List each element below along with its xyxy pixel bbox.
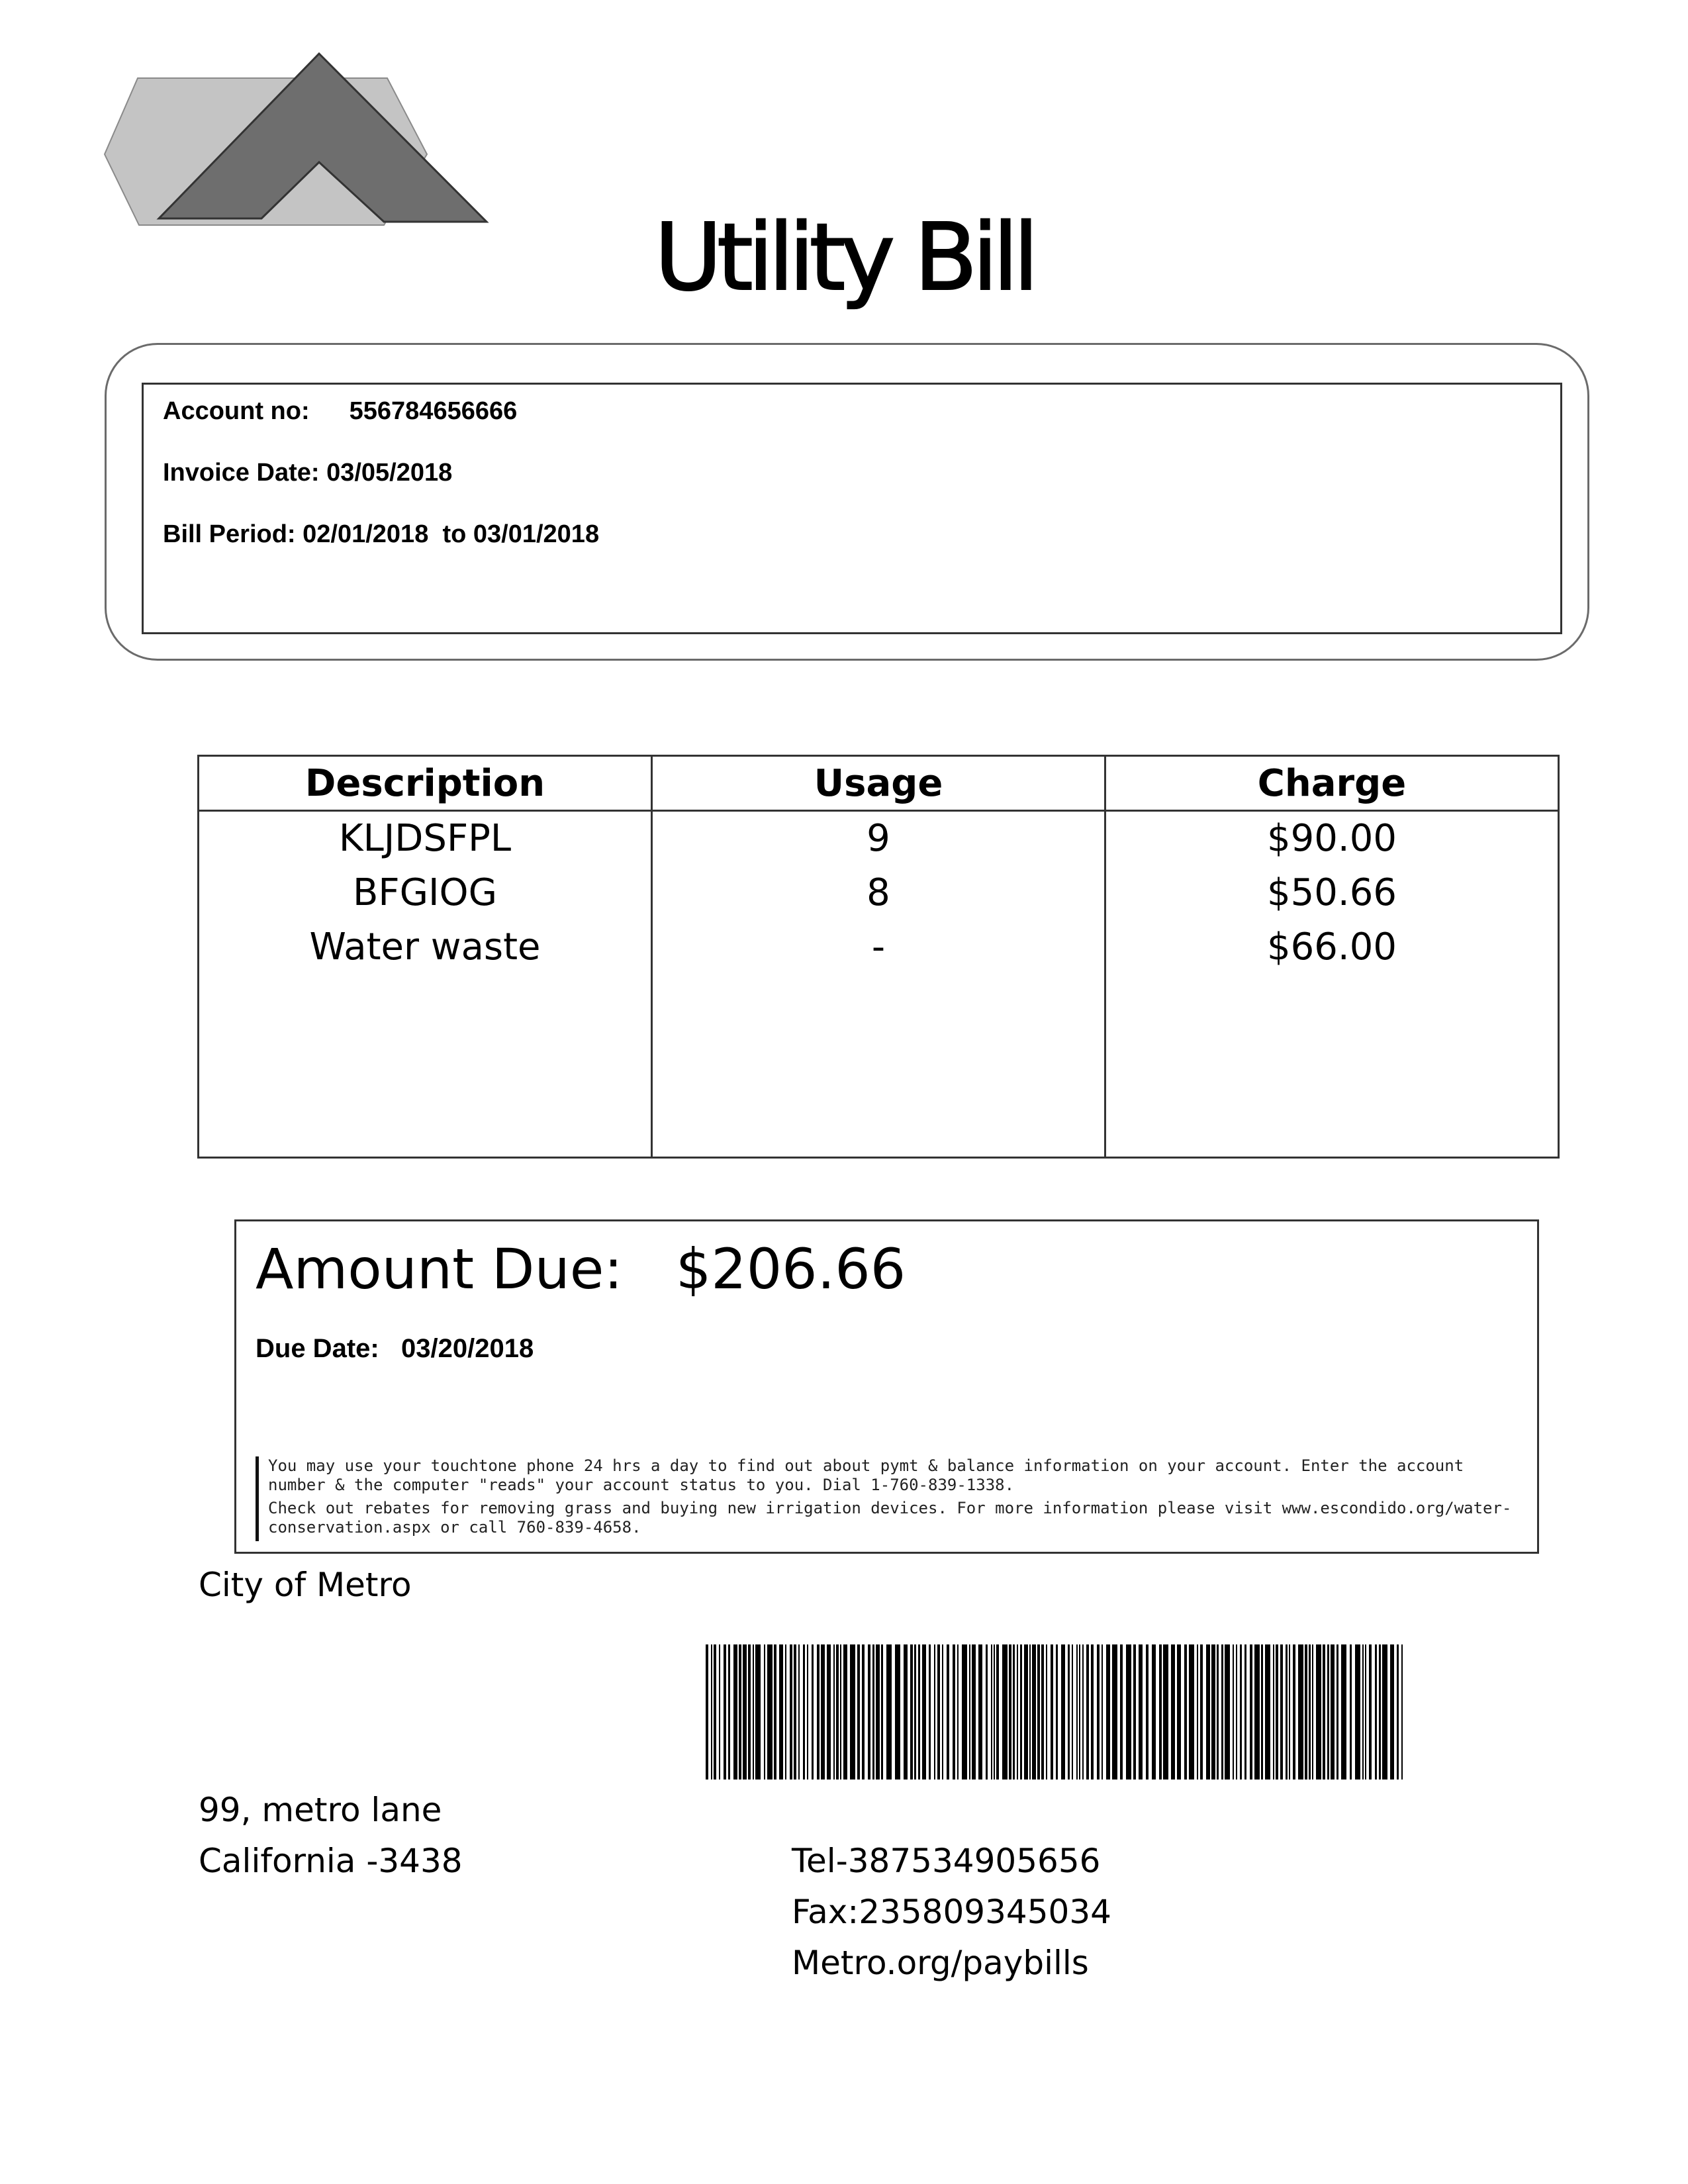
description-cell: Water waste bbox=[199, 920, 652, 974]
description-cell: BFGIOG bbox=[199, 866, 652, 920]
barcode-bar bbox=[1379, 1644, 1381, 1780]
filler-cell bbox=[652, 974, 1105, 1158]
page-title: Utility Bill bbox=[654, 204, 1034, 312]
barcode-bar bbox=[843, 1644, 847, 1780]
barcode-bar bbox=[1369, 1644, 1372, 1780]
barcode-bar bbox=[862, 1644, 865, 1780]
barcode-bar bbox=[753, 1644, 754, 1780]
barcode-bar bbox=[1184, 1644, 1187, 1780]
barcode-bar bbox=[807, 1644, 808, 1780]
account-number-line bbox=[163, 397, 517, 426]
filler-cell bbox=[1105, 974, 1559, 1158]
table-row bbox=[199, 866, 1559, 920]
barcode-bar bbox=[1273, 1644, 1274, 1780]
barcode-bar bbox=[904, 1644, 908, 1780]
barcode-bar bbox=[850, 1644, 855, 1780]
barcode-bar bbox=[1024, 1644, 1028, 1780]
barcode-bar bbox=[1286, 1644, 1288, 1780]
barcode-bar bbox=[1072, 1644, 1073, 1780]
barcode-bar bbox=[827, 1644, 831, 1780]
barcode-bar bbox=[1046, 1644, 1047, 1780]
barcode-bar bbox=[1309, 1644, 1311, 1780]
address-line-1: 99, metro lane bbox=[199, 1791, 442, 1829]
barcode-bar bbox=[840, 1644, 841, 1780]
table-header-row bbox=[199, 756, 1559, 811]
barcode-bar bbox=[895, 1644, 900, 1780]
barcode-bar bbox=[1009, 1644, 1011, 1780]
barcode-bar bbox=[1211, 1644, 1215, 1780]
barcode-bar bbox=[1390, 1644, 1394, 1780]
usage-cell: 8 bbox=[652, 866, 1105, 920]
barcode-bar bbox=[1037, 1644, 1040, 1780]
table-filler-row bbox=[199, 974, 1559, 1158]
barcode-bar bbox=[1163, 1644, 1168, 1780]
barcode-bar bbox=[1189, 1644, 1194, 1780]
barcode-bar bbox=[719, 1644, 720, 1780]
barcode-bar bbox=[1397, 1644, 1399, 1780]
barcode-bar bbox=[794, 1644, 796, 1780]
barcode-bar bbox=[929, 1644, 931, 1780]
barcode-bar bbox=[969, 1644, 970, 1780]
amount-due-value: $206.66 bbox=[675, 1237, 906, 1302]
barcode-bar bbox=[1293, 1644, 1295, 1780]
barcode-bar bbox=[1240, 1644, 1242, 1780]
barcode-bar bbox=[833, 1644, 835, 1780]
barcode-bar bbox=[910, 1644, 913, 1780]
city-name: City of Metro bbox=[199, 1566, 412, 1604]
barcode-bar bbox=[1106, 1644, 1110, 1780]
barcode-bar bbox=[1375, 1644, 1377, 1780]
barcode-bar bbox=[1126, 1644, 1131, 1780]
filler-cell bbox=[199, 974, 652, 1158]
barcode-bar bbox=[711, 1644, 712, 1780]
barcode-bar bbox=[1079, 1644, 1080, 1780]
invoice-date-label: Invoice Date: bbox=[163, 459, 320, 487]
barcode-bar bbox=[1146, 1644, 1149, 1780]
barcode-bar bbox=[790, 1644, 792, 1780]
barcode-bar bbox=[1020, 1644, 1022, 1780]
website-link[interactable]: Metro.org/paybills bbox=[792, 1944, 1089, 1982]
barcode-bar bbox=[733, 1644, 737, 1780]
address-line-2: California -3438 bbox=[199, 1842, 463, 1880]
barcode-bar bbox=[1350, 1644, 1352, 1780]
barcode-bar bbox=[1159, 1644, 1162, 1780]
usage-cell: - bbox=[652, 920, 1105, 974]
barcode-bar bbox=[994, 1644, 995, 1780]
barcode-bar bbox=[937, 1644, 940, 1780]
barcode-bar bbox=[748, 1644, 751, 1780]
barcode-bar bbox=[1401, 1644, 1403, 1780]
barcode-bar bbox=[857, 1644, 860, 1780]
amount-due-label: Amount Due: bbox=[256, 1237, 623, 1302]
column-header-charge: Charge bbox=[1105, 756, 1559, 811]
barcode-bar bbox=[1280, 1644, 1283, 1780]
barcode-bar bbox=[1305, 1644, 1307, 1780]
barcode-bar bbox=[785, 1644, 786, 1780]
bill-period-line bbox=[163, 520, 599, 549]
barcode-bar bbox=[962, 1644, 967, 1780]
barcode-bar bbox=[803, 1644, 805, 1780]
barcode-bar bbox=[743, 1644, 747, 1780]
barcode-bar bbox=[872, 1644, 874, 1780]
barcode-bar bbox=[868, 1644, 870, 1780]
barcode-bar bbox=[836, 1644, 839, 1780]
description-cell: KLJDSFPL bbox=[199, 811, 652, 867]
due-date-label: Due Date: bbox=[256, 1334, 379, 1363]
barcode-bar bbox=[1017, 1644, 1018, 1780]
barcode-bar bbox=[1225, 1644, 1230, 1780]
barcode-bar bbox=[1097, 1644, 1100, 1780]
barcode-bar bbox=[1331, 1644, 1335, 1780]
charge-cell: $90.00 bbox=[1105, 811, 1559, 867]
table-row bbox=[199, 920, 1559, 974]
barcode-bar bbox=[1139, 1644, 1143, 1780]
barcode-bar bbox=[1261, 1644, 1263, 1780]
barcode-bar bbox=[764, 1644, 765, 1780]
barcode-bar bbox=[1298, 1644, 1303, 1780]
barcode-bar bbox=[812, 1644, 814, 1780]
barcode-bar bbox=[1341, 1644, 1346, 1780]
barcode-bar bbox=[1327, 1644, 1329, 1780]
barcode-bar bbox=[798, 1644, 800, 1780]
barcode-bar bbox=[934, 1644, 935, 1780]
barcode-bar bbox=[881, 1644, 883, 1780]
barcode-bar bbox=[1236, 1644, 1237, 1780]
column-header-description: Description bbox=[199, 756, 652, 811]
barcode-bar bbox=[957, 1644, 959, 1780]
barcode-bar bbox=[942, 1644, 943, 1780]
barcode-bar bbox=[1276, 1644, 1278, 1780]
bill-period-separator: to bbox=[442, 520, 467, 548]
barcode-bar bbox=[1076, 1644, 1078, 1780]
barcode-bar bbox=[1082, 1644, 1084, 1780]
barcode-bar bbox=[1362, 1644, 1364, 1780]
barcode-bar bbox=[1250, 1644, 1252, 1780]
invoice-date-line bbox=[163, 459, 452, 487]
barcode-bar bbox=[1365, 1644, 1366, 1780]
house-roof-logo-icon bbox=[99, 50, 496, 235]
barcode-bar bbox=[914, 1644, 916, 1780]
invoice-date-value: 03/05/2018 bbox=[326, 459, 453, 487]
barcode-bar bbox=[1336, 1644, 1338, 1780]
barcode-bar bbox=[886, 1644, 892, 1780]
barcode-bar bbox=[1112, 1644, 1117, 1780]
barcode-bar bbox=[821, 1644, 825, 1780]
barcode-bar bbox=[724, 1644, 726, 1780]
barcode-bar bbox=[1355, 1644, 1360, 1780]
payment-notice bbox=[256, 1456, 1526, 1541]
fax: Fax:235809345034 bbox=[792, 1893, 1111, 1931]
due-date bbox=[256, 1334, 534, 1364]
barcode-bar bbox=[1265, 1644, 1270, 1780]
barcode-bar bbox=[876, 1644, 880, 1780]
table-row bbox=[199, 811, 1559, 867]
barcode-bar bbox=[706, 1644, 708, 1780]
barcode-bar bbox=[1244, 1644, 1246, 1780]
bill-period-label: Bill Period: bbox=[163, 520, 296, 548]
usage-cell: 9 bbox=[652, 811, 1105, 867]
barcode-bar bbox=[1013, 1644, 1015, 1780]
barcode-bar bbox=[817, 1644, 820, 1780]
barcode-bar bbox=[953, 1644, 955, 1780]
barcode-bar bbox=[1091, 1644, 1094, 1780]
barcode-bar bbox=[1002, 1644, 1008, 1780]
barcode-bar bbox=[922, 1644, 926, 1780]
barcode-bar bbox=[1056, 1644, 1058, 1780]
charge-cell: $66.00 bbox=[1105, 920, 1559, 974]
barcode-bar bbox=[714, 1644, 716, 1780]
barcode-bar bbox=[1120, 1644, 1123, 1780]
account-number-value: 556784656666 bbox=[349, 397, 518, 425]
barcode-bar bbox=[986, 1644, 988, 1780]
barcode-bar bbox=[1254, 1644, 1260, 1780]
bill-period-start: 02/01/2018 bbox=[303, 520, 429, 548]
barcode-bar bbox=[978, 1644, 982, 1780]
barcode-bar bbox=[1086, 1644, 1089, 1780]
barcode-bar bbox=[1029, 1644, 1031, 1780]
barcode-bar bbox=[1382, 1644, 1387, 1780]
notice-rebate-info: Check out rebates for removing grass and buying new irrigation devices. For more information please visit www.escondido.org/water-conservation.aspx or call 760-839-4658. bbox=[268, 1499, 1512, 1537]
telephone: Tel-387534905656 bbox=[792, 1842, 1101, 1880]
charges-table bbox=[197, 755, 1560, 1159]
barcode-bar bbox=[739, 1644, 741, 1780]
barcode-bar bbox=[1171, 1644, 1175, 1780]
bill-period-end: 03/01/2018 bbox=[473, 520, 600, 548]
barcode-bar bbox=[1217, 1644, 1219, 1780]
column-header-usage: Usage bbox=[652, 756, 1105, 811]
barcode-bar bbox=[1323, 1644, 1325, 1780]
barcode-bar bbox=[1289, 1644, 1290, 1780]
barcode-bar bbox=[1068, 1644, 1070, 1780]
barcode-bar bbox=[728, 1644, 730, 1780]
barcode-bar bbox=[972, 1644, 976, 1780]
barcode-bar bbox=[755, 1644, 761, 1780]
barcode-bar bbox=[779, 1644, 783, 1780]
barcode-bar bbox=[1061, 1644, 1065, 1780]
amount-due bbox=[256, 1237, 906, 1302]
barcode-bar bbox=[1177, 1644, 1181, 1780]
barcode-bar bbox=[996, 1644, 999, 1780]
barcode-bar bbox=[1102, 1644, 1103, 1780]
barcode-bar bbox=[767, 1644, 773, 1780]
barcode-bar bbox=[774, 1644, 776, 1780]
barcode-bar bbox=[991, 1644, 992, 1780]
barcode-bar bbox=[1032, 1644, 1036, 1780]
barcode-bar bbox=[1051, 1644, 1053, 1780]
barcode-icon bbox=[706, 1644, 1406, 1780]
barcode-bar bbox=[1206, 1644, 1210, 1780]
barcode-bar bbox=[1200, 1644, 1203, 1780]
barcode-bar bbox=[1316, 1644, 1321, 1780]
account-number-label: Account no: bbox=[163, 397, 310, 425]
barcode-bar bbox=[1312, 1644, 1313, 1780]
charge-cell: $50.66 bbox=[1105, 866, 1559, 920]
barcode-bar bbox=[1233, 1644, 1234, 1780]
barcode-bar bbox=[1197, 1644, 1198, 1780]
barcode-bar bbox=[1152, 1644, 1156, 1780]
barcode-bar bbox=[1041, 1644, 1044, 1780]
due-date-value: 03/20/2018 bbox=[401, 1334, 534, 1363]
barcode-bar bbox=[1133, 1644, 1136, 1780]
barcode-bar bbox=[1221, 1644, 1223, 1780]
notice-phone-info: You may use your touchtone phone 24 hrs a day to find out about pymt & balance information on your account. Enter the account number & the computer "reads" your account status to you. Dial 1-760-839-1338. bbox=[268, 1456, 1464, 1494]
barcode-bar bbox=[947, 1644, 949, 1780]
barcode-bar bbox=[918, 1644, 920, 1780]
